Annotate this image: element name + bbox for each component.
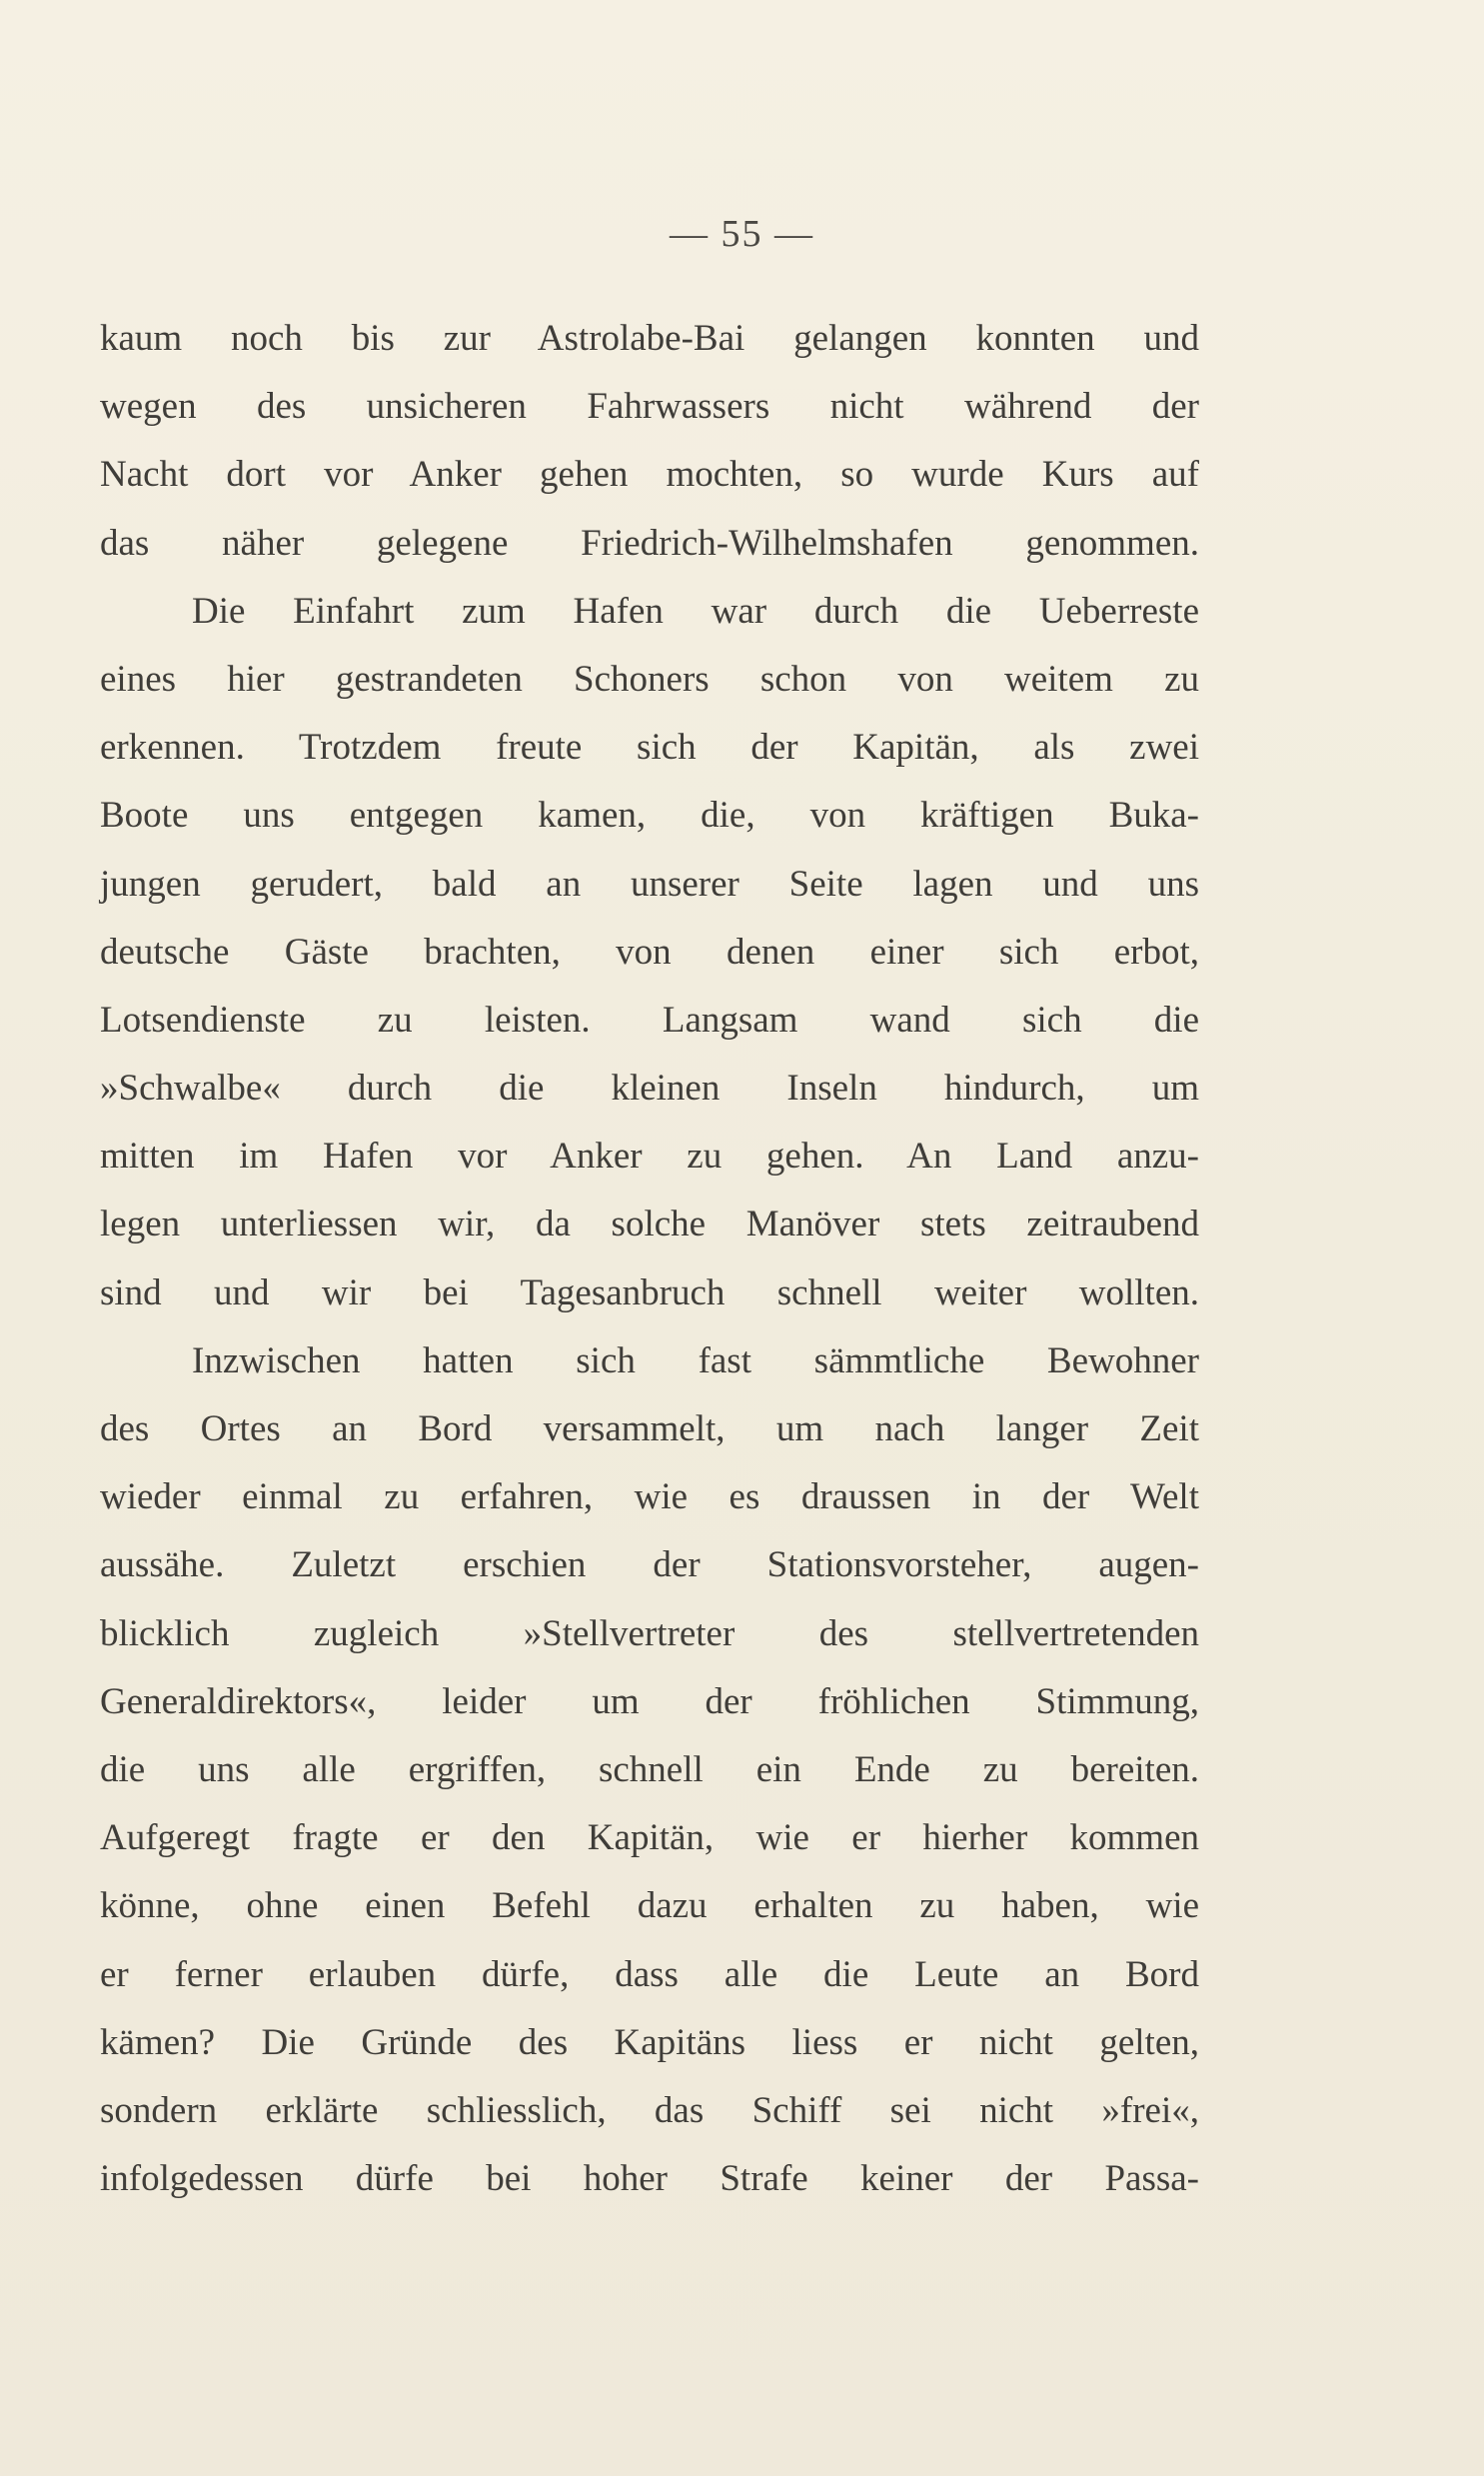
text-line: sondern erklärte schliesslich, das Schiff sei nicht »frei«, [100,2089,1199,2131]
text-line: wegen des unsicheren Fahrwassers nicht während der [100,386,1199,428]
page-number: — 55 — [670,213,814,255]
text-line: kämen? Die Gründe des Kapitäns liess er nicht gelten, [100,2021,1199,2063]
text-line: wieder einmal zu erfahren, wie es draussen in der Welt [100,1476,1199,1518]
text-line: Nacht dort vor Anker gehen mochten, so wurde Kurs auf [100,454,1199,496]
text-line: mitten im Hafen vor Anker zu gehen. An Land anzu- [100,1136,1199,1178]
text-line: die uns alle ergriffen, schnell ein Ende zu bereiten. [100,1748,1199,1790]
text-line: legen unterliessen wir, da solche Manöver stets zeitraubend [100,1204,1199,1245]
text-line: sind und wir bei Tagesanbruch schnell weiter wollten. [100,1271,1199,1313]
text-line: »Schwalbe« durch die kleinen Inseln hindurch, um [100,1068,1199,1110]
text-line: kaum noch bis zur Astrolabe-Bai gelangen konnten und [100,318,1199,359]
text-line: des Ortes an Bord versammelt, um nach langer Zeit [100,1408,1199,1449]
text-line: Aufgeregt fragte er den Kapitän, wie er hierher kommen [100,1817,1199,1859]
text-line: jungen gerudert, bald an unserer Seite lagen und uns [100,863,1199,905]
text-line: eines hier gestrandeten Schoners schon von weitem zu [100,658,1199,700]
text-line: blicklich zugleich »Stellvertreter des stellvertretenden [100,1612,1199,1654]
text-line: das näher gelegene Friedrich-Wilhelmshafen genommen. [100,522,1199,564]
text-line: aussähe. Zuletzt erschien der Stationsvorsteher, augen- [100,1544,1199,1586]
paragraph-start-line: Inzwischen hatten sich fast sämmtliche Bewohner [192,1339,1199,1381]
text-line: Boote uns entgegen kamen, die, von kräftigen Buka- [100,795,1199,837]
text-line: er ferner erlauben dürfe, dass alle die Leute an Bord [100,1953,1199,1995]
text-line: erkennen. Trotzdem freute sich der Kapitän, als zwei [100,727,1199,769]
text-line: infolgedessen dürfe bei hoher Strafe keiner der Passa- [100,2158,1199,2200]
text-line: könne, ohne einen Befehl dazu erhalten zu haben, wie [100,1885,1199,1927]
text-line: Lotsendienste zu leisten. Langsam wand sich die [100,999,1199,1041]
body-text [100,305,1199,2213]
paragraph-start-line: Die Einfahrt zum Hafen war durch die Ueberreste [192,590,1199,632]
text-line: deutsche Gäste brachten, von denen einer sich erbot, [100,931,1199,973]
text-line: Generaldirektors«, leider um der fröhlichen Stimmung, [100,1680,1199,1722]
